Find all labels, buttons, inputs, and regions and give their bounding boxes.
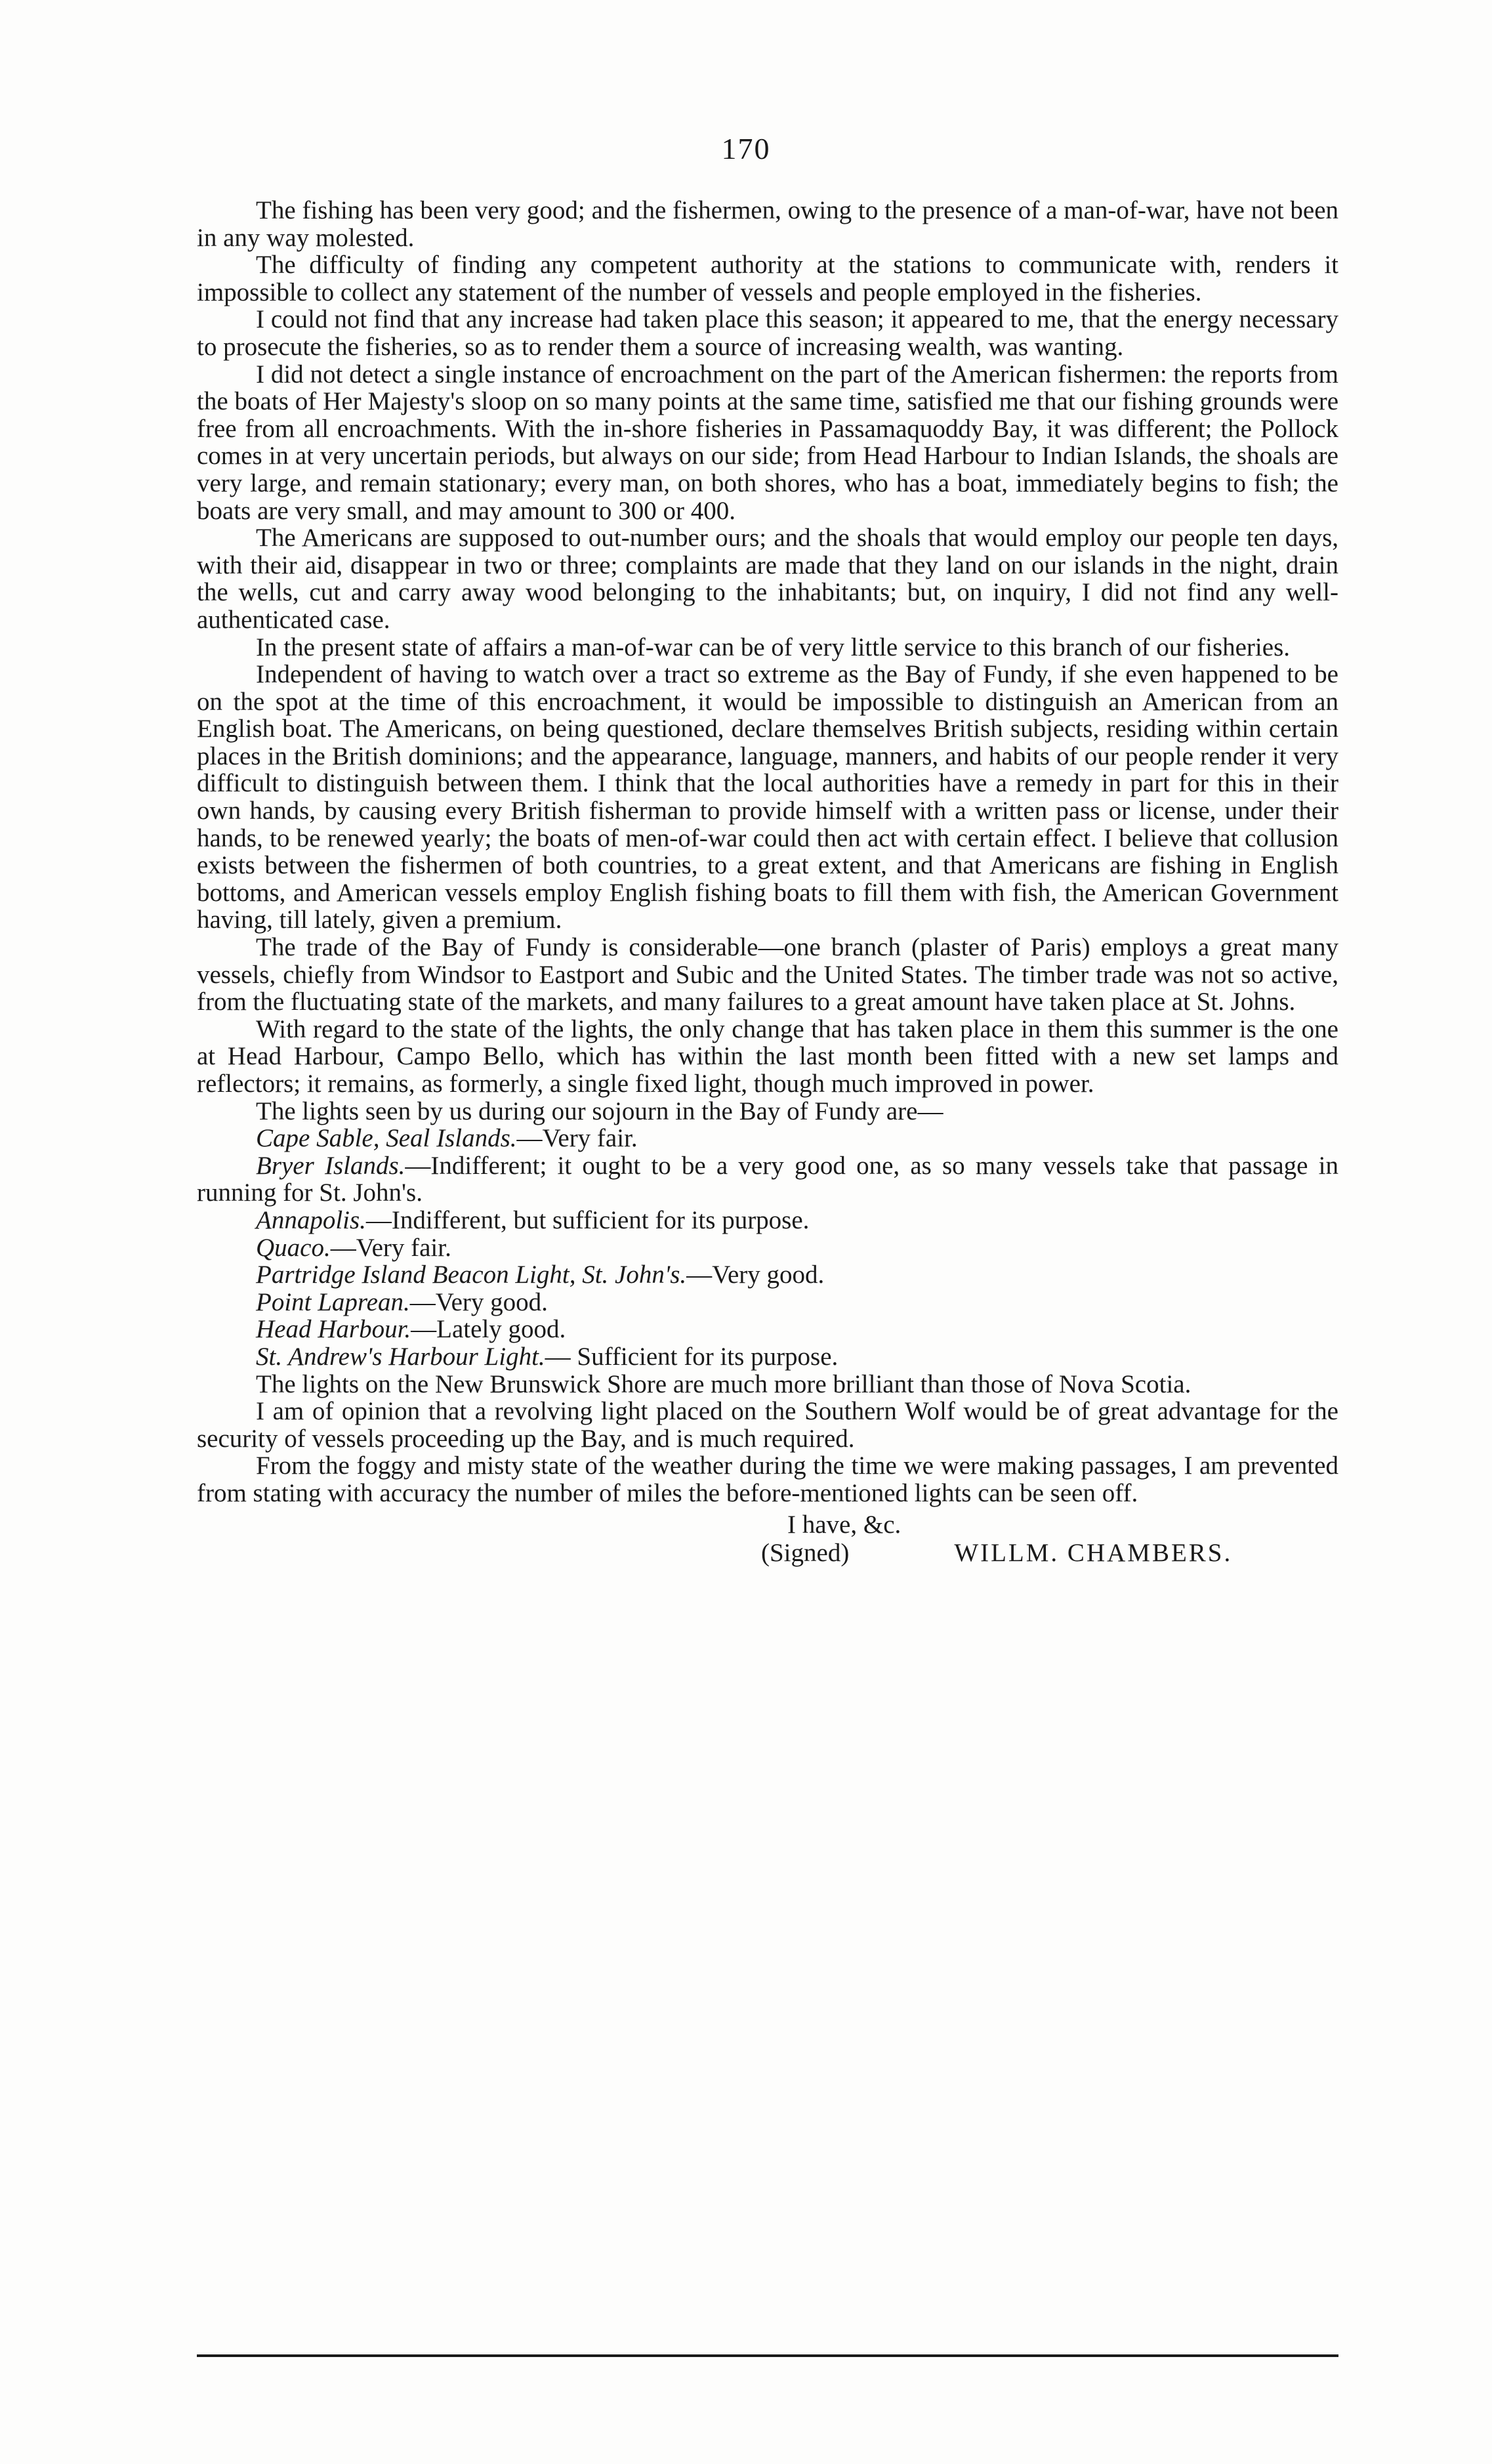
light-remark: — Sufficient for its purpose. (545, 1342, 839, 1371)
signer-name: WILLM. CHAMBERS. (954, 1539, 1233, 1568)
page-number: 170 (721, 132, 771, 165)
paragraph-encroachment: I did not detect a single instance of encroachment on the part of the American fishermen: the reports from the boats of Her Majesty's sloop on so many points at the same time, satisfied me that our fishing grounds were free from all encroachments. With the in-shore fisheries in Passamaquoddy Bay, it was different; the Pollock comes in at very uncertain periods, but always on our side; from Head Harbour to Indian Islands, the shoals are very large, and remain stationary; every man, on both shores, who has a boat, immediately begins to fish; the boats are very small, and may amount to 300 or 400. (197, 360, 1338, 525)
light-item (197, 1234, 1338, 1262)
report-body (197, 197, 1338, 1567)
paragraph-foggy: From the foggy and misty state of the weather during the time we were making passages, I am prevented from stating with accuracy the number of miles the before-mentioned lights can be seen off. (197, 1451, 1338, 1507)
light-name: Cape Sable, Seal Islands. (256, 1124, 517, 1153)
light-remark: —Indifferent; it ought to be a very good one, as so many vessels take that passage in running for St. John's. (197, 1151, 1338, 1207)
light-remark: —Very good. (686, 1261, 825, 1289)
light-remark: —Very fair. (330, 1233, 451, 1262)
lights-list (197, 1125, 1338, 1370)
bottom-rule (197, 2354, 1338, 2357)
light-item (197, 1316, 1338, 1343)
light-name: Head Harbour. (256, 1315, 411, 1344)
paragraph-man-of-war: In the present state of affairs a man-of-war can be of very little service to this branch of our fisheries. (256, 633, 1290, 661)
paragraph-new-brunswick: The lights on the New Brunswick Shore are much more brilliant than those of Nova Scotia. (256, 1369, 1192, 1398)
light-name: Partridge Island Beacon Light, St. John's. (256, 1261, 687, 1289)
paragraph-increase: I could not find that any increase had taken place this season; it appeared to me, that the energy necessary to prosecute the fisheries, so as to render them a source of increasing wealth, was wanting. (197, 305, 1338, 361)
light-name: Quaco. (256, 1233, 331, 1262)
paragraph-revolving-light: I am of opinion that a revolving light placed on the Southern Wolf would be of great advantage for the security of vessels proceeding up the Bay, and is much required. (197, 1397, 1338, 1453)
light-name: Point Laprean. (256, 1287, 410, 1316)
paragraph-trade: The trade of the Bay of Fundy is considerable—one branch (plaster of Paris) employs a great many vessels, chiefly from Windsor to Eastport and Subic and the United States. The timber trade was not so active, from the fluctuating state of the markets, and many failures to a great amount have taken place at St. Johns. (197, 933, 1338, 1016)
light-name: Bryer Islands. (256, 1151, 405, 1180)
light-name: St. Andrew's Harbour Light. (256, 1342, 545, 1371)
paragraph-americans: The Americans are supposed to out-number ours; and the shoals that would employ our people ten days, with their aid, disappear in two or three; complaints are made that they land on our islands in the night, drain the wells, cut and carry away wood belonging to the inhabitants; but, on inquiry, I did not find any well-authenticated case. (197, 524, 1338, 634)
light-item (197, 1125, 1338, 1152)
light-remark: —Indifferent, but sufficient for its purpose. (365, 1205, 810, 1234)
light-remark: —Lately good. (411, 1315, 566, 1344)
light-item (197, 1343, 1338, 1371)
light-item (197, 1152, 1338, 1207)
paragraph-independent: Independent of having to watch over a tract so extreme as the Bay of Fundy, if she even happened to be on the spot at the time of this encroachment, it would be impossible to distinguish an American from an English boat. The Americans, on being questioned, declare themselves British subjects, residing within certain places in the British dominions; and the appearance, language, manners, and habits of our people render it very difficult to distinguish between them. I think that the local authorities have a remedy in part for this in their own hands, by causing every British fisherman to provide himself with a written pass or license, under their hands, to be renewed yearly; the boats of men-of-war could then act with certain effect. I believe that collusion exists between the fishermen of both countries, to a great extent, and that Americans are fishing in English bottoms, and American vessels employ English fishing boats to fill them with fish, the American Government having, till lately, given a premium. (197, 660, 1338, 934)
paragraph-lights-state: With regard to the state of the lights, the only change that has taken place in them this summer is the one at Head Harbour, Campo Bello, which has within the last month been fitted with a new set lamps and reflectors; it remains, as formerly, a single fixed light, though much improved in power. (197, 1014, 1338, 1098)
paragraph-lights-intro: The lights seen by us during our sojourn in the Bay of Fundy are— (256, 1096, 943, 1125)
signature-line (197, 1539, 1338, 1567)
light-item (197, 1289, 1338, 1316)
light-item (197, 1261, 1338, 1289)
light-remark: —Very fair. (516, 1124, 638, 1153)
paragraph-authority: The difficulty of finding any competent authority at the stations to communicate with, renders it impossible to collect any statement of the number of vessels and people employed in the fisheries. (197, 251, 1338, 306)
salutation: I have, &c. (787, 1510, 901, 1539)
light-name: Annapolis. (256, 1205, 366, 1234)
paragraph-fishing: The fishing has been very good; and the fishermen, owing to the presence of a man-of-war, have not been in any way molested. (197, 196, 1338, 252)
light-remark: —Very good. (409, 1287, 548, 1316)
light-item (197, 1207, 1338, 1234)
signed-label: (Signed) (761, 1539, 850, 1568)
